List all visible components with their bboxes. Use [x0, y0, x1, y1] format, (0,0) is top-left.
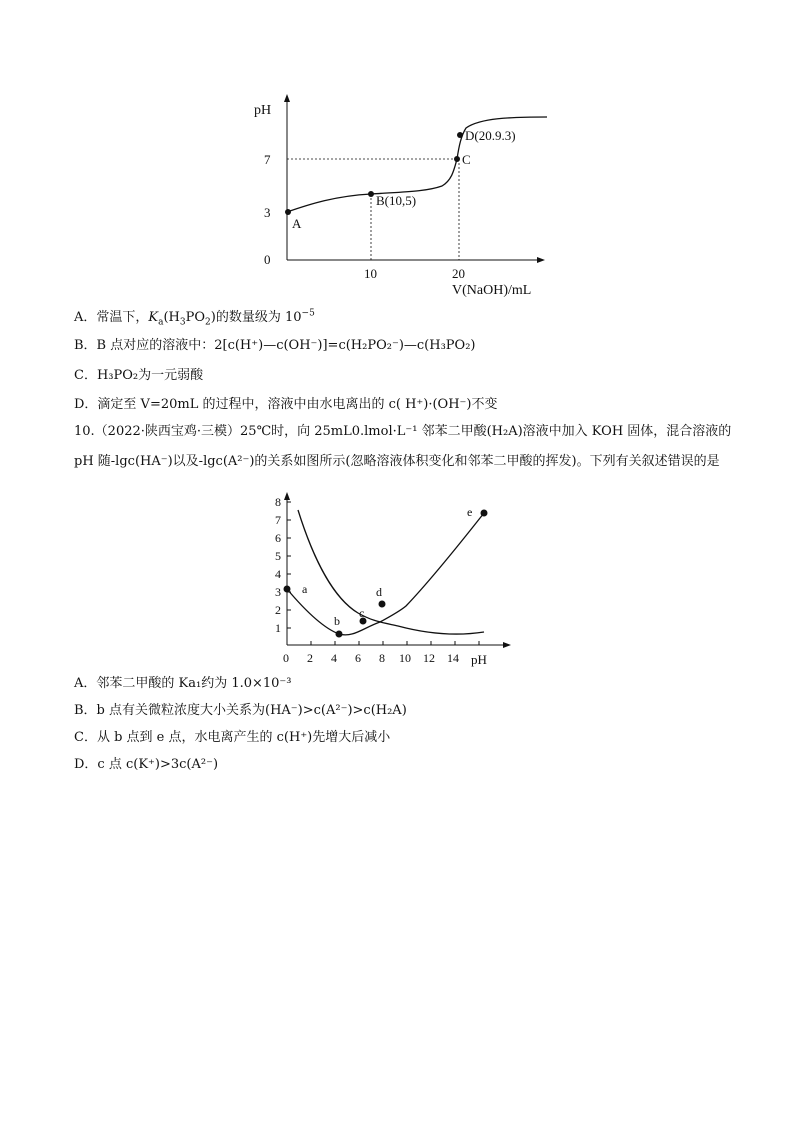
q10-option-a: A．邻苯二甲酸的 Ka₁约为 1.0×10⁻³: [74, 676, 292, 691]
chart2-label-b: b: [334, 614, 340, 628]
chart2-point-b: [336, 631, 343, 638]
titration-chart: [240, 88, 560, 300]
q10-option-d: D．c 点 c(K⁺)>3c(A²⁻): [74, 757, 219, 772]
chart2-label-a: a: [302, 582, 308, 596]
chart1-ytick-7: 7: [264, 152, 271, 167]
ph-lgc-chart-svg: [268, 488, 540, 670]
chart2-y-arrow: [284, 492, 290, 500]
ph-lgc-chart: [268, 488, 540, 670]
chart2-label-c: c: [359, 606, 365, 620]
q9-option-a-prefix: A．常温下，: [74, 310, 149, 325]
chart2-ytick-6: 6: [275, 531, 281, 545]
chart2-label-d: d: [376, 585, 382, 599]
q9-option-a-ka-sub: a: [158, 317, 164, 328]
chart1-point-a: [285, 209, 291, 215]
q9-option-a-formula: (H: [163, 310, 180, 325]
chart1-label-d: D(20.9.3): [465, 128, 516, 143]
q10-stem-text: 10.（2022·陕西宝鸡·三模）25℃时，向 25mL0.lmol·L⁻¹ 邻苯二甲酸(H₂A)溶液中加入 KOH 固体，混合溶液的 pH 随-lgc(HA⁻)以及-lgc(A²⁻)的关系如图所示(忽略溶液体积变化和邻苯二甲酸的挥发)。下列有关叙述错误的是: [74, 424, 732, 469]
chart1-label-b: B(10,5): [376, 193, 417, 208]
chart2-point-e: [481, 510, 488, 517]
chart2-ticks: [287, 502, 479, 645]
q10-option-c: C．从 b 点到 e 点，水电离产生的 c(H⁺)先增大后减小: [74, 730, 391, 745]
q10-stem: [74, 417, 734, 477]
chart2-xtick-2: 2: [307, 651, 313, 665]
titration-chart-svg: [240, 88, 560, 300]
q9-option-a-sub3: 3: [179, 317, 186, 328]
chart2-ytick-7: 7: [275, 513, 281, 527]
q9-option-b: B．B 点对应的溶液中：2[c(H⁺)—c(OH⁻)]=c(H₂PO₂⁻)—c(H₃PO₂): [74, 338, 476, 353]
chart2-xtick-14: 14: [447, 651, 459, 665]
chart2-ytick-8: 8: [275, 495, 281, 509]
chart2-xtick-6: 6: [355, 651, 361, 665]
chart1-label-a: A: [292, 216, 302, 231]
chart1-point-d: [457, 132, 463, 138]
chart1-xtick-10: 10: [364, 266, 377, 281]
chart1-ytick-0: 0: [264, 252, 271, 267]
chart2-xtick-4: 4: [331, 651, 337, 665]
q9-option-a-ka: K: [148, 310, 159, 325]
q9-option-a-po: PO: [185, 310, 206, 325]
q9-option-c: C．H₃PO₂为一元弱酸: [74, 368, 204, 383]
q9-option-a-suffix: )的数量级为 10: [210, 310, 302, 325]
chart2-ytick-3: 3: [275, 585, 281, 599]
chart1-xtick-20: 20: [452, 266, 465, 281]
chart1-ylabel: pH: [254, 103, 272, 118]
q9-option-a-exp: −5: [301, 308, 315, 319]
q9-option-a-sub2: 2: [205, 317, 211, 328]
q9-option-a: [74, 309, 315, 327]
chart1-x-arrow: [537, 257, 545, 263]
chart1-xlabel: V(NaOH)/mL: [452, 283, 532, 298]
chart1-label-c: C: [462, 152, 471, 167]
q9-option-d: D．滴定至 V=20mL 的过程中，溶液中由水电离出的 c( H⁺)·(OH⁻)不变: [74, 397, 498, 412]
chart2-curve-ha: [287, 513, 484, 635]
chart2-xtick-8: 8: [379, 651, 385, 665]
chart1-point-b: [368, 191, 374, 197]
chart2-xtick-0: 0: [283, 651, 289, 665]
chart2-label-e: e: [467, 505, 473, 519]
chart2-ytick-1: 1: [275, 621, 281, 635]
chart2-xtick-10: 10: [399, 651, 411, 665]
chart1-point-c: [454, 156, 460, 162]
chart2-point-a: [284, 586, 291, 593]
chart2-point-d: [379, 601, 386, 608]
chart1-y-arrow: [284, 94, 290, 102]
chart2-x-arrow: [503, 642, 511, 648]
chart2-ytick-4: 4: [275, 567, 281, 581]
chart2-ytick-2: 2: [275, 603, 281, 617]
q10-option-b: B．b 点有关微粒浓度大小关系为(HA⁻)>c(A²⁻)>c(H₂A): [74, 703, 407, 718]
chart2-xlabel: pH: [471, 652, 487, 667]
chart1-ytick-3: 3: [264, 205, 271, 220]
chart2-xtick-12: 12: [423, 651, 435, 665]
chart2-ytick-5: 5: [275, 549, 281, 563]
